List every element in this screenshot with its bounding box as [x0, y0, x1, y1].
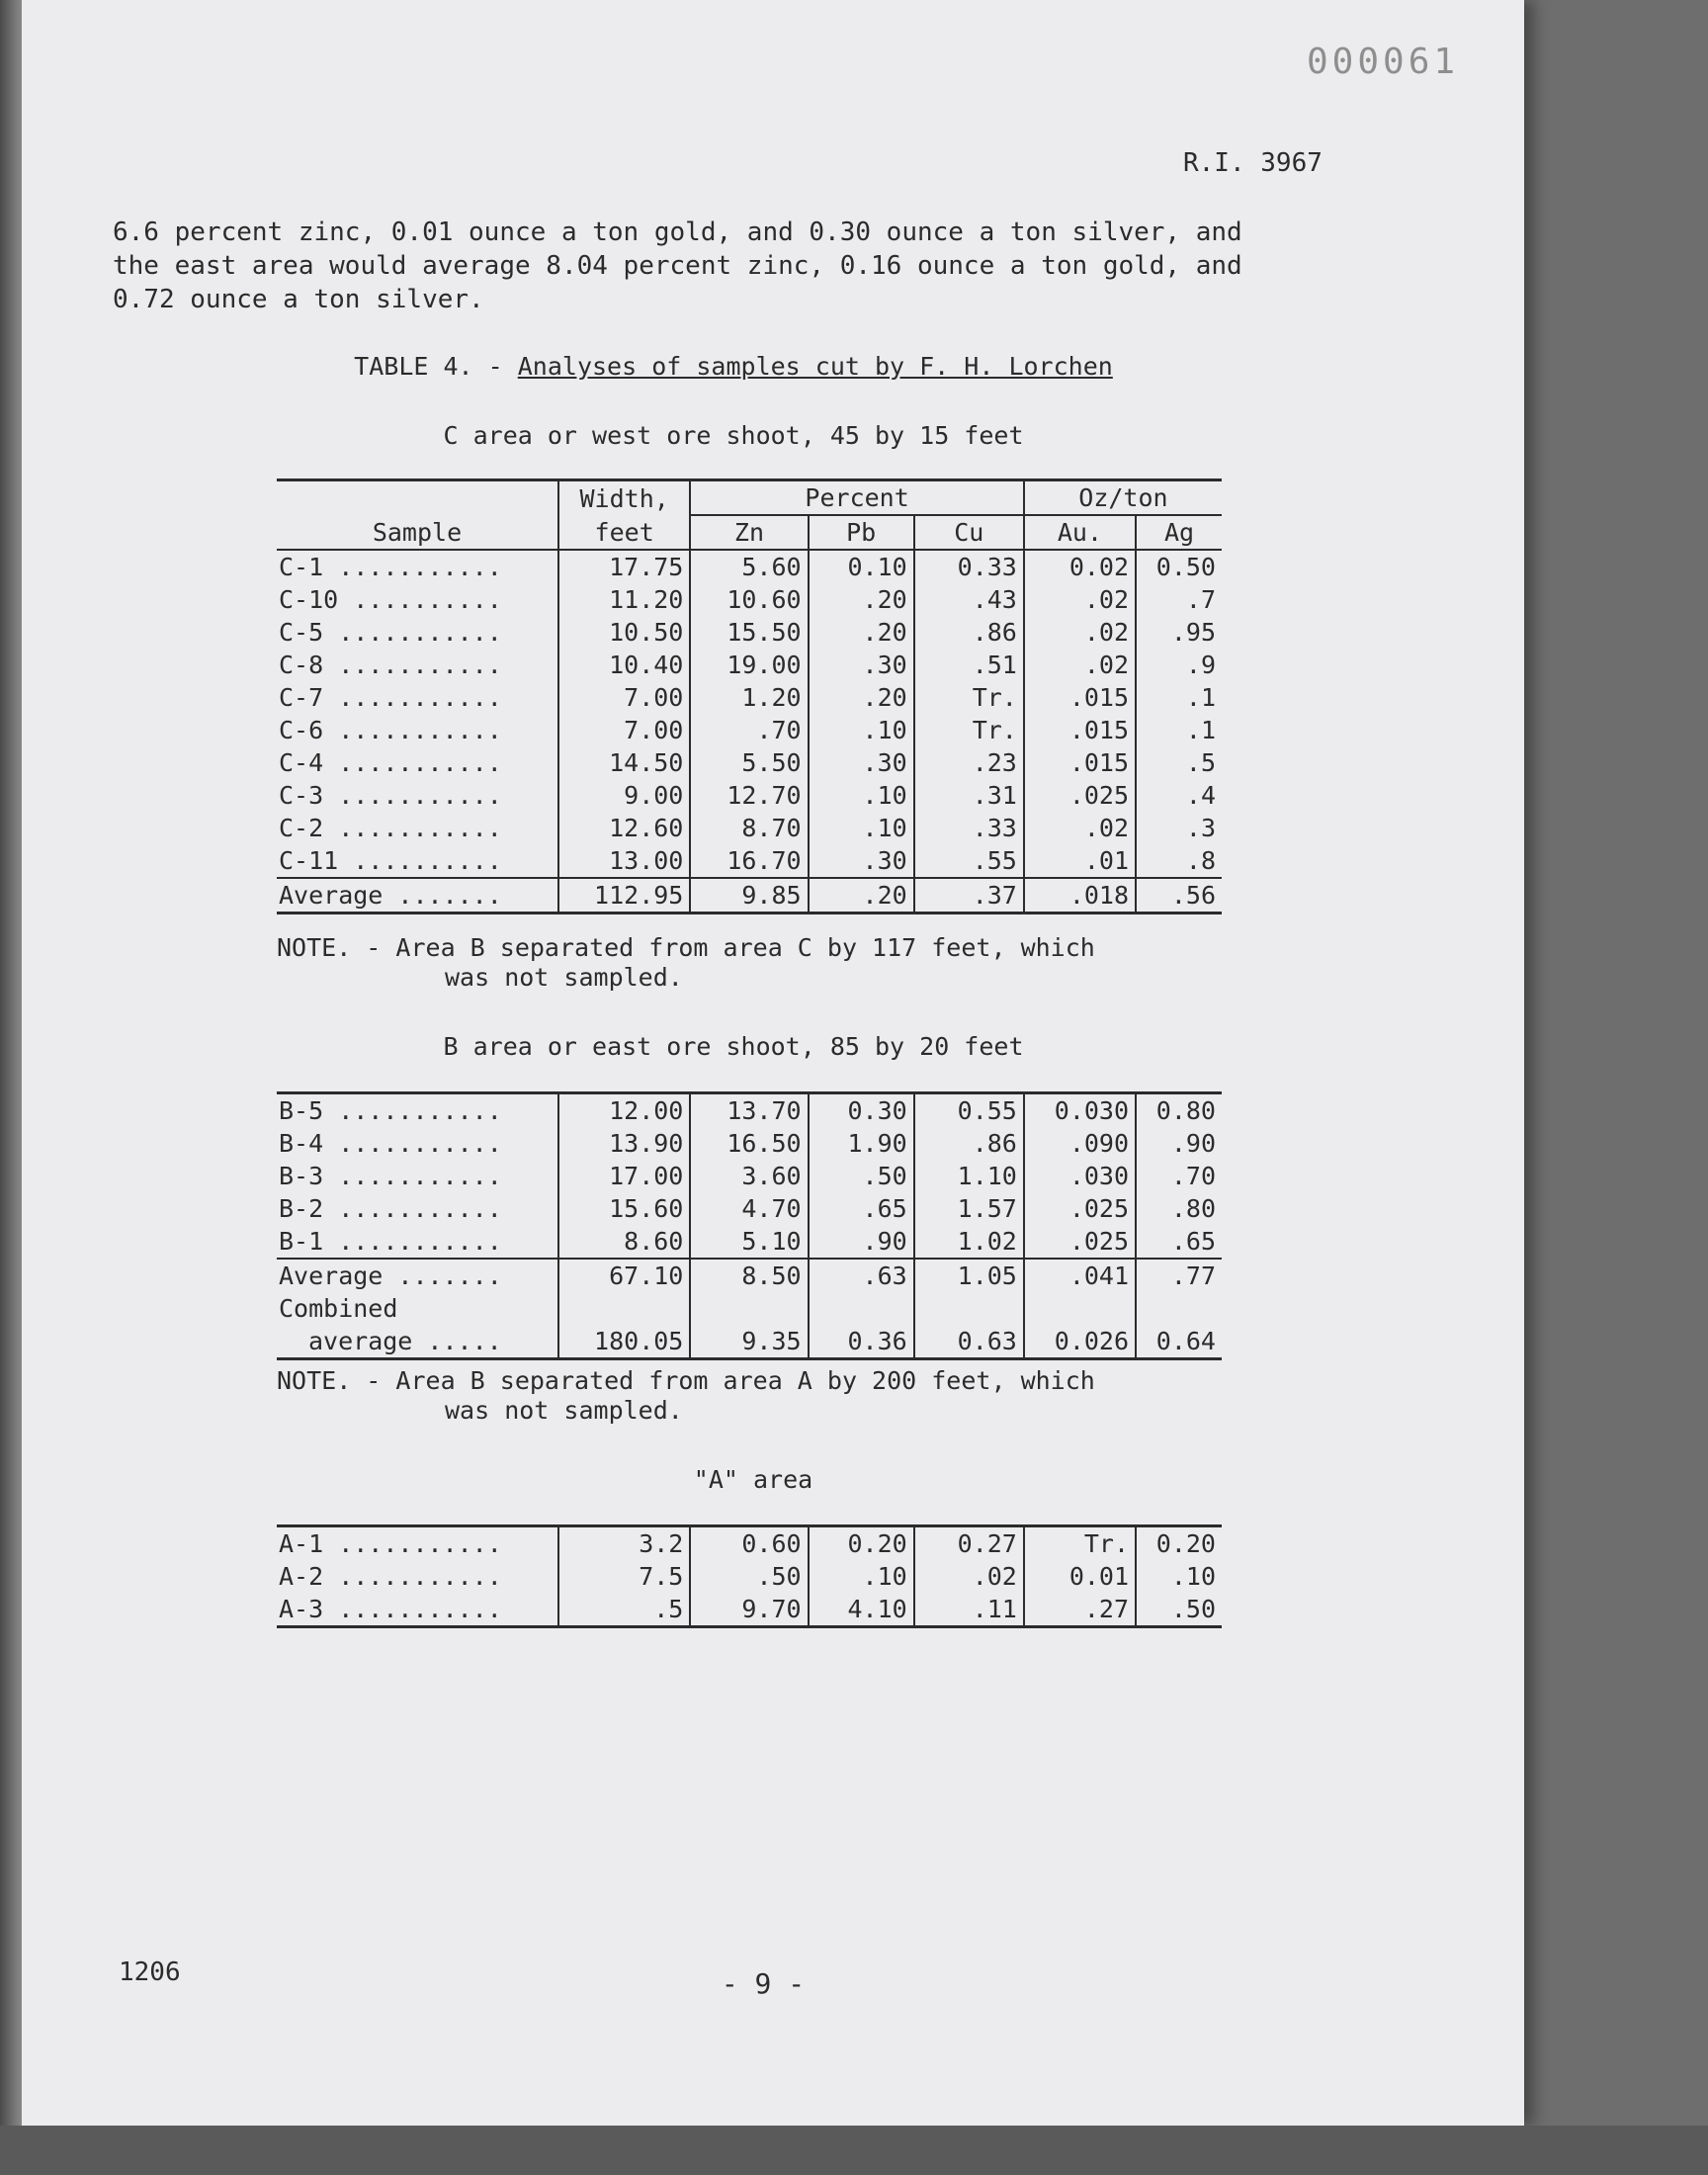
au-cell: .015	[1024, 714, 1136, 746]
pb-header: Pb	[809, 515, 914, 550]
table-caption-prefix: TABLE 4. -	[354, 352, 518, 381]
ag-cell: .9	[1136, 649, 1222, 681]
sample-id-cell: C-5 ...........	[279, 618, 502, 647]
pb-cell: .90	[809, 1225, 914, 1259]
ag-cell: 0.50	[1136, 550, 1222, 583]
zn-cell: 15.50	[690, 616, 808, 649]
cu-cell: .02	[914, 1560, 1024, 1593]
ag-cell: .7	[1136, 583, 1222, 616]
au-cell: .025	[1024, 1225, 1136, 1259]
pb-cell: 1.90	[809, 1127, 914, 1160]
width-cell: .5	[558, 1593, 690, 1627]
width-cell: 12.60	[558, 812, 690, 844]
c-sample-row	[277, 714, 1222, 746]
au-cell: .025	[1024, 1192, 1136, 1225]
sample-id-cell: B-1 ...........	[279, 1227, 502, 1256]
footer-code: 1206	[119, 1958, 181, 1987]
cu-cell: .33	[914, 812, 1024, 844]
sample-id-cell: B-4 ...........	[279, 1129, 502, 1158]
width-cell: 14.50	[558, 746, 690, 779]
sample-id-cell: C-7 ...........	[279, 683, 502, 712]
c-sample-row	[277, 779, 1222, 812]
pb-cell: .10	[809, 779, 914, 812]
sample-id-cell: C-1 ...........	[279, 553, 502, 581]
width-cell: 7.00	[558, 681, 690, 714]
table-caption-title: Analyses of samples cut by F. H. Lorchen	[517, 352, 1113, 381]
sample-header: Sample	[277, 515, 558, 550]
pb-cell: .50	[809, 1160, 914, 1192]
b-sample-row	[277, 1093, 1222, 1128]
a-area-table	[277, 1524, 1222, 1628]
c-sample-row	[277, 746, 1222, 779]
au-cell: .27	[1024, 1593, 1136, 1627]
zn-cell: 10.60	[690, 583, 808, 616]
pb-cell: .10	[809, 812, 914, 844]
paragraph-line: the east area would average 8.04 percent zinc, 0.16 ounce a ton gold, and	[113, 251, 1242, 281]
au-cell: .090	[1024, 1127, 1136, 1160]
cu-cell: .31	[914, 779, 1024, 812]
ag-cell: .80	[1136, 1192, 1222, 1225]
zn-cell: 4.70	[690, 1192, 808, 1225]
width-cell: 17.00	[558, 1160, 690, 1192]
a-area-title: "A" area	[693, 1465, 813, 1494]
pb-cell: .30	[809, 649, 914, 681]
zn-cell: 16.70	[690, 844, 808, 878]
sample-id-cell: C-6 ...........	[279, 716, 502, 744]
cu-cell: 0.33	[914, 550, 1024, 583]
sample-id-cell: B-5 ...........	[277, 1093, 558, 1128]
ag-cell: .70	[1136, 1160, 1222, 1192]
zn-cell: 0.60	[690, 1526, 808, 1561]
cu-cell: 1.02	[914, 1225, 1024, 1259]
zn-cell: 5.10	[690, 1225, 808, 1259]
archive-stamp: 000061	[1307, 42, 1460, 82]
width-cell: 9.00	[558, 779, 690, 812]
ag-header: Ag	[1136, 515, 1222, 550]
width-cell: 10.50	[558, 616, 690, 649]
sample-id-cell: B-2 ...........	[279, 1194, 502, 1223]
b-combined-label-row: Combined	[277, 1292, 1222, 1325]
width-cell: 8.60	[558, 1225, 690, 1259]
c-area-table	[277, 478, 1222, 914]
paragraph-line: 6.6 percent zinc, 0.01 ounce a ton gold, and 0.30 ounce a ton silver, and	[113, 218, 1242, 247]
oz-ton-header: Oz/ton	[1024, 480, 1222, 516]
cu-cell: .51	[914, 649, 1024, 681]
zn-cell: 3.60	[690, 1160, 808, 1192]
b-average-row: Average ....... 67.10 8.50 .63 1.05 .041 .77	[277, 1259, 1222, 1292]
c-sample-row	[277, 844, 1222, 878]
ag-cell: .5	[1136, 746, 1222, 779]
au-cell: .025	[1024, 779, 1136, 812]
sample-id-cell: C-10 ..........	[279, 585, 502, 614]
cu-cell: .43	[914, 583, 1024, 616]
document-page	[22, 0, 1524, 2126]
c-sample-row	[277, 616, 1222, 649]
b-sample-row	[277, 1225, 1222, 1259]
zn-cell: 16.50	[690, 1127, 808, 1160]
scan-edge-left	[0, 0, 22, 2175]
width-cell: 3.2	[558, 1526, 690, 1561]
ag-cell: 0.80	[1136, 1093, 1222, 1128]
c-area-title: C area or west ore shoot, 45 by 15 feet	[443, 421, 1024, 450]
note-line: NOTE. - Area B separated from area A by 200 feet, which	[277, 1366, 1095, 1395]
au-cell: .02	[1024, 812, 1136, 844]
pb-cell: 0.30	[809, 1093, 914, 1128]
cu-header: Cu	[914, 515, 1024, 550]
zn-cell: 13.70	[690, 1093, 808, 1128]
a-sample-row	[277, 1560, 1222, 1593]
cu-cell: 1.57	[914, 1192, 1024, 1225]
cu-cell: 1.10	[914, 1160, 1024, 1192]
zn-cell: 12.70	[690, 779, 808, 812]
au-cell: .01	[1024, 844, 1136, 878]
width-cell: 10.40	[558, 649, 690, 681]
b-sample-row	[277, 1192, 1222, 1225]
width-cell: 12.00	[558, 1093, 690, 1128]
note-line: was not sampled.	[445, 963, 683, 992]
ag-cell: .4	[1136, 779, 1222, 812]
pb-cell: .30	[809, 844, 914, 878]
c-sample-row	[277, 583, 1222, 616]
au-cell: 0.030	[1024, 1093, 1136, 1128]
width-cell: 7.5	[558, 1560, 690, 1593]
cu-cell: Tr.	[914, 681, 1024, 714]
ag-cell: .90	[1136, 1127, 1222, 1160]
c-sample-row	[277, 550, 1222, 583]
paragraph-line: 0.72 ounce a ton silver.	[113, 285, 484, 314]
width-cell: 7.00	[558, 714, 690, 746]
au-cell: .02	[1024, 649, 1136, 681]
ag-cell: .50	[1136, 1593, 1222, 1627]
table-caption	[22, 352, 1445, 381]
zn-cell: 1.20	[690, 681, 808, 714]
pb-cell: .10	[809, 1560, 914, 1593]
cu-cell: .86	[914, 616, 1024, 649]
pb-cell: .20	[809, 681, 914, 714]
au-cell: .015	[1024, 681, 1136, 714]
width-cell: 13.00	[558, 844, 690, 878]
ag-cell: .1	[1136, 714, 1222, 746]
sample-id-cell: C-2 ...........	[279, 814, 502, 842]
pb-cell: .20	[809, 583, 914, 616]
note-line: NOTE. - Area B separated from area C by 117 feet, which	[277, 933, 1095, 962]
cu-cell: .86	[914, 1127, 1024, 1160]
width-cell: 17.75	[558, 550, 690, 583]
cu-cell: .55	[914, 844, 1024, 878]
au-cell: .02	[1024, 616, 1136, 649]
au-cell: .015	[1024, 746, 1136, 779]
width-cell: 11.20	[558, 583, 690, 616]
ag-cell: .3	[1136, 812, 1222, 844]
ag-cell: .1	[1136, 681, 1222, 714]
zn-cell: .50	[690, 1560, 808, 1593]
ag-cell: .8	[1136, 844, 1222, 878]
cu-cell: 0.55	[914, 1093, 1024, 1128]
au-header: Au.	[1024, 515, 1136, 550]
sample-id-cell: C-4 ...........	[279, 748, 502, 777]
pb-cell: .10	[809, 714, 914, 746]
zn-cell: 9.70	[690, 1593, 808, 1627]
pb-cell: 0.10	[809, 550, 914, 583]
percent-header: Percent	[690, 480, 1024, 516]
intro-paragraph	[113, 216, 1378, 316]
zn-cell: .70	[690, 714, 808, 746]
a-sample-row	[277, 1526, 1222, 1561]
b-area-table	[277, 1091, 1222, 1360]
sample-id-cell: A-1 ...........	[277, 1526, 558, 1561]
c-area-note	[277, 933, 1226, 993]
width-header-2: feet	[558, 515, 690, 550]
c-sample-row	[277, 681, 1222, 714]
b-sample-row	[277, 1127, 1222, 1160]
scan-edge-bottom	[0, 2126, 1708, 2175]
sample-id-cell: B-3 ...........	[279, 1162, 502, 1190]
width-header-1: Width,	[558, 480, 690, 516]
zn-cell: 19.00	[690, 649, 808, 681]
au-cell: 0.01	[1024, 1560, 1136, 1593]
cu-cell: .11	[914, 1593, 1024, 1627]
pb-cell: .20	[809, 616, 914, 649]
report-id: R.I. 3967	[1183, 148, 1323, 178]
c-sample-row	[277, 649, 1222, 681]
ag-cell: .65	[1136, 1225, 1222, 1259]
page-number: - 9 -	[721, 1967, 806, 2000]
sample-id-cell: A-2 ...........	[279, 1562, 502, 1591]
au-cell: Tr.	[1024, 1526, 1136, 1561]
b-area-title: B area or east ore shoot, 85 by 20 feet	[443, 1032, 1024, 1061]
ag-cell: .95	[1136, 616, 1222, 649]
width-cell: 13.90	[558, 1127, 690, 1160]
pb-cell: .30	[809, 746, 914, 779]
a-sample-row	[277, 1593, 1222, 1627]
b-area-note	[277, 1366, 1226, 1426]
sample-id-cell: A-3 ...........	[277, 1593, 558, 1627]
b-combined-average-row: average ..... 180.05 9.35 0.36 0.63 0.026 0.64	[277, 1325, 1222, 1359]
au-cell: 0.02	[1024, 550, 1136, 583]
pb-cell: .65	[809, 1192, 914, 1225]
pb-cell: 0.20	[809, 1526, 914, 1561]
zn-cell: 5.60	[690, 550, 808, 583]
width-cell: 15.60	[558, 1192, 690, 1225]
au-cell: .02	[1024, 583, 1136, 616]
note-line: was not sampled.	[445, 1396, 683, 1425]
ag-cell: .10	[1136, 1560, 1222, 1593]
pb-cell: 4.10	[809, 1593, 914, 1627]
sample-id-cell: C-3 ...........	[279, 781, 502, 810]
sample-id-cell: C-8 ...........	[279, 651, 502, 679]
header-row-1	[277, 480, 1222, 516]
zn-cell: 8.70	[690, 812, 808, 844]
zn-header: Zn	[690, 515, 808, 550]
sample-id-cell: C-11 ..........	[279, 846, 502, 875]
zn-cell: 5.50	[690, 746, 808, 779]
c-average-row: Average ....... 112.95 9.85 .20 .37 .018 .56	[277, 878, 1222, 914]
b-sample-row	[277, 1160, 1222, 1192]
au-cell: .030	[1024, 1160, 1136, 1192]
header-row-2	[277, 515, 1222, 550]
cu-cell: .23	[914, 746, 1024, 779]
ag-cell: 0.20	[1136, 1526, 1222, 1561]
c-sample-row	[277, 812, 1222, 844]
cu-cell: Tr.	[914, 714, 1024, 746]
cu-cell: 0.27	[914, 1526, 1024, 1561]
